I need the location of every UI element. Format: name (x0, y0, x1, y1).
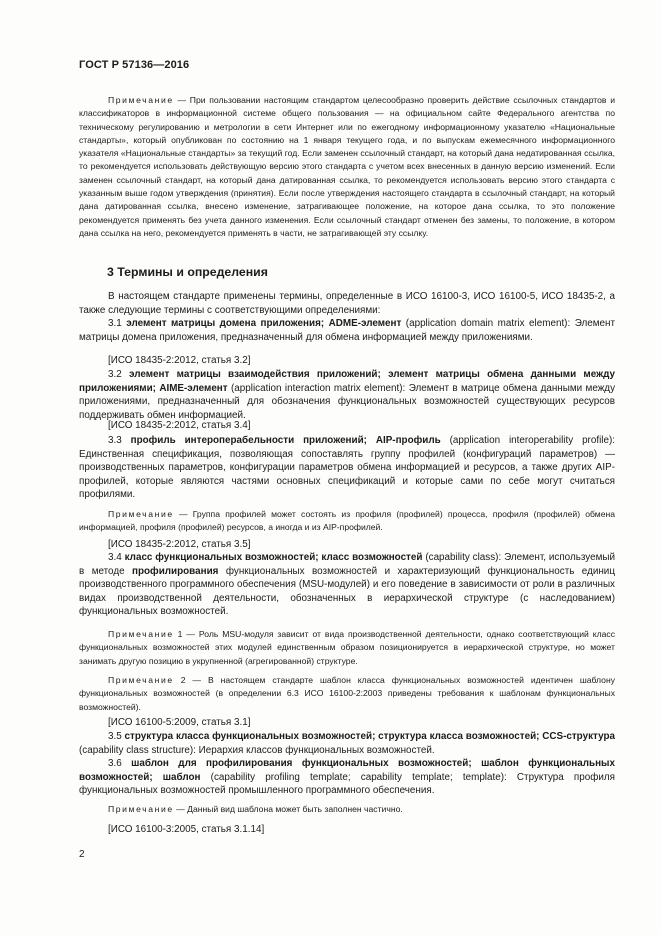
term-3-4-source: [ИСО 16100-5:2009, статья 3.1] (108, 717, 251, 728)
note-label: Примечание (108, 95, 174, 105)
term-3-1 (79, 317, 615, 344)
section-title: 3 Термины и определения (107, 265, 268, 279)
term-name: элемент матрицы взаимодействия приложений; элемент матрицы обмена данными между приложениями; AIME-элемент (79, 369, 615, 394)
note-text: 1 — Роль MSU-модуля зависит от вида производственной деятельности, однако соответствующий класс функциональных возможностей этих модулей единственным образом позиционируется в иерархической структуре, но может занимать другую позицию в укрупненной (агрегированной) структуре. (79, 629, 615, 666)
term-number: 3.5 (108, 731, 125, 742)
term-number: 3.1 (108, 318, 127, 329)
note-label: Примечание (108, 509, 174, 519)
term-number: 3.6 (108, 758, 132, 769)
note-text: — При пользовании настоящим стандартом целесообразно проверить действие ссылочных стандартов и классификаторов в информационной системе общего пользования — на официальном сайте Федерального агентства по техническому регулированию и метрологии в сети Интернет или по ежегодному информационному указателю «Национальные стандарты», который опубликован по состоянию на 1 января текущего года, и по выпускам ежемесячного информационного указателя «Национальные стандарты» за текущий год. Если заменен ссылочный стандарт, на который дана недатированная ссылка, то рекомендуется использовать действующую версию этого стандарта с учетом всех внесенных в данную версию изменений. Если заменен ссылочный стандарт, на который дана датированная ссылка, то рекомендуется использовать версию этого стандарта с указанным выше годом утверждения (принятия). Если после утверждения настоящего стандарта в ссылочный стандарт, на который дана датированная ссылка, внесено изменение, затрагивающее положение, на которое дана ссылка, то это положение рекомендуется применять без учета данного изменения. Если ссылочный стандарт отменен без замены, то положение, в котором дана ссылка на него, рекомендуется применять в части, не затрагивающей эту ссылку. (79, 95, 615, 238)
term-3-3-note (79, 508, 615, 535)
term-3-4-note-2 (79, 674, 615, 714)
term-definition: (capability class): Элемент, используемый в методе (79, 552, 615, 577)
note-text: — Данный вид шаблона может быть заполнен частично. (173, 804, 403, 814)
term-3-2 (79, 368, 615, 422)
term-emphasis: профилирования (132, 565, 219, 577)
term-definition: (capability profiling template; capability template; template): Структура профиля функциональных возможностей промышленного программного обеспечения. (79, 771, 615, 797)
note-text: — Группа профилей может состоять из профиля (профилей) процесса, профиля (профилей) обмена информацией, профиля (профилей) ресурсов, а иногда и из AIP-профилей. (79, 509, 615, 533)
note-label: Примечание (108, 675, 174, 685)
term-3-4 (79, 551, 615, 619)
term-3-2-source: [ИСО 18435-2:2012, статья 3.4] (108, 420, 251, 431)
note-label: Примечание (108, 629, 174, 639)
term-3-5 (79, 730, 615, 757)
note-text: 2 — В настоящем стандарте шаблон класса функциональных возможностей идентичен шаблону функциональных возможностей (в определении 6.3 ИСО 16100-2:2003 приведены требования к шаблонам функциональных возможностей). (79, 675, 615, 712)
term-name: структура класса функциональных возможностей; структура класса возможностей; CCS-структура (124, 731, 615, 742)
term-3-4-note-1 (79, 628, 615, 668)
term-3-6-source: [ИСО 16100-3:2005, статья 3.1.14] (108, 824, 265, 835)
term-3-3-source: [ИСО 18435-2:2012, статья 3.5] (108, 539, 251, 550)
term-definition: (application domain matrix element): Элемент матрицы домена приложения, предназначенный для обмена информацией между приложениями. (79, 318, 615, 343)
note-referenced-standards (79, 94, 615, 240)
term-number: 3.4 (108, 552, 125, 563)
page-number: 2 (79, 849, 85, 860)
term-name: профиль интероперабельности приложений; AIP-профиль (130, 435, 441, 446)
term-3-3 (79, 434, 615, 502)
term-number: 3.2 (108, 369, 130, 380)
document-header: ГОСТ Р 57136—2016 (79, 59, 190, 71)
term-number: 3.3 (108, 435, 131, 446)
term-name: элемент матрицы домена приложения; ADME-элемент (126, 318, 402, 329)
term-name: шаблон для профилирования функциональных возможностей; шаблон функциональных возможностей; шаблон (79, 758, 615, 783)
term-definition: (application interaction matrix element): Элемент в матрице обмена данными между приложениями, предназначенный для обозначения функциональных возможностей существующих ресурсов поддерживать обмен информацией. (79, 382, 616, 421)
term-definition: (capability class structure): Иерархия классов функциональных возможностей. (79, 744, 435, 756)
term-definition-cont: функциональных возможностей и характеризующий функциональность единиц производственного программного обеспечения (MSU-модулей) и его поведение в зависимости от роли в различных видах производственной деятельности, обозначенных в иерархической структуре (с наследованием) функциональных возможностей. (79, 565, 615, 618)
term-definition: (application interoperability profile): Единственная спецификация, позволяющая сопоставлять группу профилей (конфигураций параметров) — производственных параметров, конфигурации параметров обмена информацией и ресурсов, а также других AIP-профилей, которые являются частями основных спецификаций и которые сами по себе могут считаться профилями. (79, 435, 615, 501)
term-3-6-note (79, 803, 615, 816)
intro-paragraph: В настоящем стандарте применены термины, определенные в ИСО 16100-3, ИСО 16100-5, ИСО 18435-2, а также следующие термины с соответствующими определениями: (79, 291, 615, 316)
term-name: класс функциональных возможностей; класс возможностей (124, 552, 423, 563)
note-label: Примечание (108, 804, 174, 814)
term-3-1-source: [ИСО 18435-2:2012, статья 3.2] (108, 355, 251, 366)
term-3-6 (79, 757, 615, 798)
